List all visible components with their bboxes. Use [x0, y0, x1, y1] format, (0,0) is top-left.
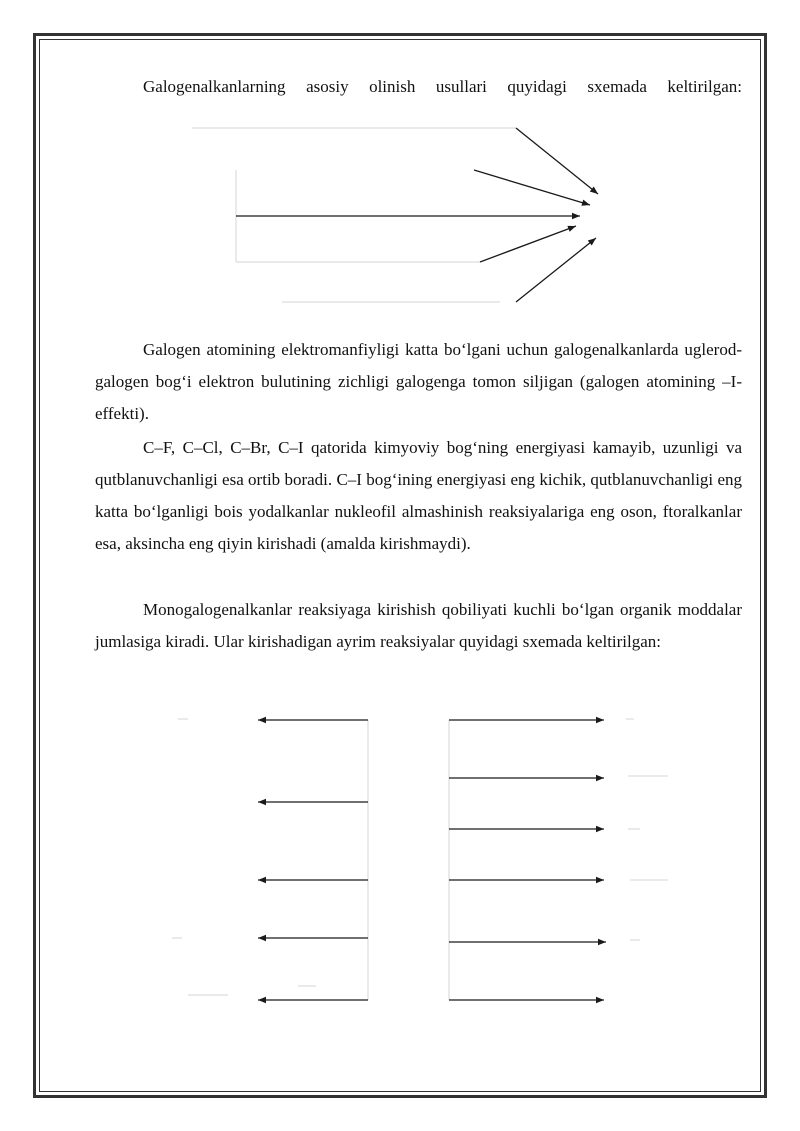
electronegativity-paragraph: Galogen atomining elektromanfiyligi katta bo‘lgani uchun galogenalkanlarda uglerod-galogen bog‘i elektron bulutining zichligi galogenga tomon siljigan (galogen atomining –I- effekti).: [95, 340, 742, 423]
scheme1-arrow-5: [516, 238, 596, 302]
reactivity-paragraph: Monogalogenalkanlar reaksiyaga kirishish qobiliyati kuchli bo‘lgan organik moddalar jumlasiga kiradi. Ular kirishadigan ayrim reaksiyalar quyidagi sxemada keltirilgan:: [95, 600, 742, 651]
bond-series-paragraph: C–F, C–Cl, C–Br, C–I qatorida kimyoviy bog‘ning energiyasi kamayib, uzunligi va qutblanuvchanligi esa ortib boradi. C–I bog‘ining energiyasi eng kichik, qutblanuvchanligi eng katta bo‘lganligi bois yodalkanlar nukleofil almashinish reaksiyalariga eng oson, ftoralkanlar esa, aksincha eng qiyin kirishadi (amalda kirishmaydi).: [95, 438, 742, 553]
reactions-scheme: [0, 700, 800, 1020]
scheme1-arrow-2: [474, 170, 590, 205]
scheme1-arrow-1: [516, 128, 598, 194]
scheme1-arrow-4: [480, 226, 576, 262]
intro-paragraph: Galogenalkanlarning asosiy olinish usullari quyidagi sxemada keltirilgan:: [143, 77, 742, 96]
preparation-scheme: [0, 110, 800, 315]
